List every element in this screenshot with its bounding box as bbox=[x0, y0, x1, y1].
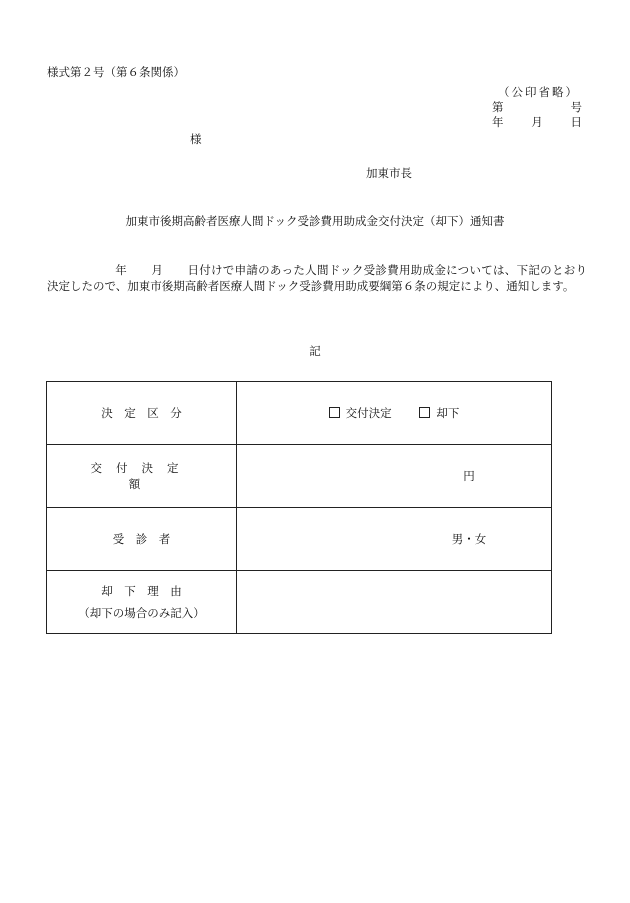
body-month: 月 bbox=[151, 263, 164, 277]
option-grant-label: 交付決定 bbox=[345, 406, 392, 420]
rejection-reason-cell[interactable] bbox=[237, 571, 552, 634]
rejection-sub-label: （却下の場合のみ記入） bbox=[78, 606, 205, 620]
decision-label-cell bbox=[47, 382, 237, 445]
details-table bbox=[46, 381, 552, 634]
examinee-label: 受 診 者 bbox=[112, 532, 171, 546]
checkbox-grant[interactable] bbox=[329, 407, 340, 418]
examinee-gender: 男・女 bbox=[451, 532, 487, 546]
date-day: 日 bbox=[570, 115, 582, 129]
document-number bbox=[492, 99, 582, 115]
addressee-honorific: 様 bbox=[190, 132, 202, 146]
amount-unit: 円 bbox=[463, 469, 475, 483]
document-number-prefix: 第 bbox=[492, 100, 504, 114]
ki-heading: 記 bbox=[309, 344, 321, 358]
rejection-label: 却 下 理 由 bbox=[101, 584, 182, 598]
option-reject[interactable] bbox=[419, 405, 459, 421]
form-number: 様式第２号（第６条関係） bbox=[47, 65, 185, 79]
rejection-label-cell bbox=[47, 571, 237, 634]
examinee-row bbox=[47, 508, 552, 571]
decision-value-cell bbox=[237, 382, 552, 445]
amount-label-cell bbox=[47, 445, 237, 508]
document-number-suffix: 号 bbox=[570, 100, 582, 114]
checkbox-reject[interactable] bbox=[419, 407, 430, 418]
examinee-label-cell bbox=[47, 508, 237, 571]
amount-label: 交付決定額 bbox=[90, 461, 193, 491]
issuer-name: 加東市長 bbox=[366, 166, 412, 180]
rejection-row bbox=[47, 571, 552, 634]
document-title: 加東市後期高齢者医療人間ドック受診費用助成金交付決定（却下）通知書 bbox=[125, 214, 505, 228]
date-month: 月 bbox=[531, 115, 543, 129]
option-reject-label: 却下 bbox=[436, 406, 460, 420]
examinee-value-cell bbox=[237, 508, 552, 571]
decision-label: 決 定 区 分 bbox=[101, 406, 182, 420]
date-year: 年 bbox=[492, 115, 504, 129]
body-text: 日付けで申請のあった人間ドック受診費用助成金については、下記のとおり決定したので、加東市後期高齢者医療人間ドック受診費用助成要綱第６条の規定により、通知します。 bbox=[47, 263, 588, 293]
amount-row bbox=[47, 445, 552, 508]
decision-row bbox=[47, 382, 552, 445]
body-year: 年 bbox=[115, 263, 128, 277]
seal-omitted-note: （公印省略） bbox=[498, 85, 579, 99]
option-grant[interactable] bbox=[329, 405, 392, 421]
body-paragraph bbox=[47, 262, 587, 294]
document-date bbox=[492, 114, 582, 130]
amount-value-cell bbox=[237, 445, 552, 508]
